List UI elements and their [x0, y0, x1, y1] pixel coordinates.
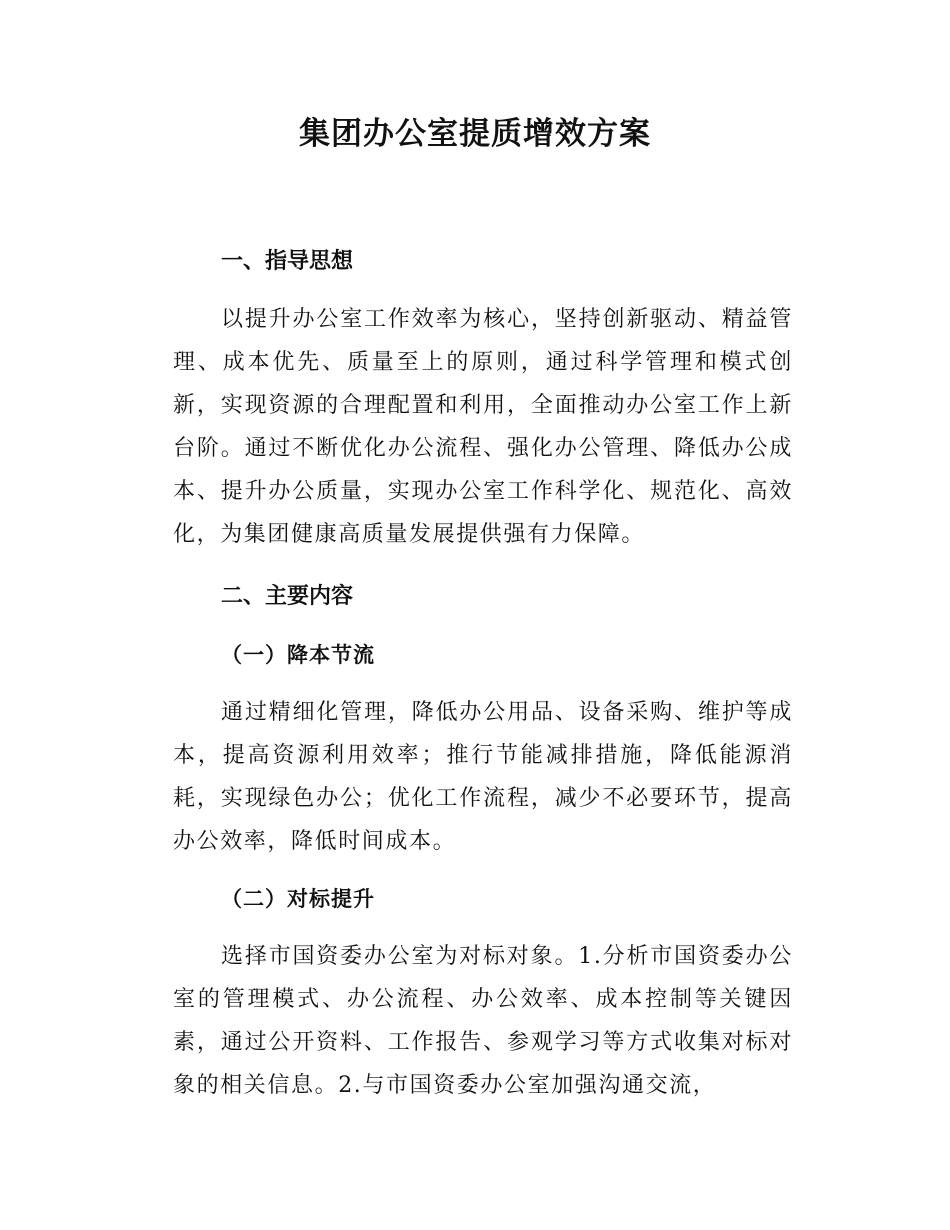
document-title: 集团办公室提质增效方案 [299, 116, 651, 152]
document-body [173, 240, 793, 1107]
subsection-heading-benchmarking: （二）对标提升 [221, 886, 375, 911]
guiding-principle-paragraph: 以提升办公室工作效率为核心，坚持创新驱动、精益管理、成本优先、质量至上的原则，通过科学管理和模式创新，实现资源的合理配置和利用，全面推动办公室工作上新台阶。通过不断优化办公流程、强化办公管理、降低办公成本、提升办公质量，实现办公室工作科学化、规范化、高效化，为集团健康高质量发展提供强有力保障。 [173, 307, 793, 547]
benchmarking-paragraph: 选择市国资委办公室为对标对象。1.分析市国资委办公室的管理模式、办公流程、办公效率、成本控制等关键因素，通过公开资料、工作报告、参观学习等方式收集对标对象的相关信息。2.与市国资委办公室加强沟通交流， [173, 944, 793, 1098]
section-heading-main-content: 二、主要内容 [221, 584, 354, 609]
section-heading-guiding-principle: 一、指导思想 [221, 249, 354, 274]
subsection-heading-cost-reduction: （一）降本节流 [221, 642, 375, 667]
cost-reduction-paragraph: 通过精细化管理，降低办公用品、设备采购、维护等成本，提高资源利用效率；推行节能减排措施，降低能源消耗，实现绿色办公；优化工作流程，减少不必要环节，提高办公效率，降低时间成本。 [173, 700, 793, 854]
